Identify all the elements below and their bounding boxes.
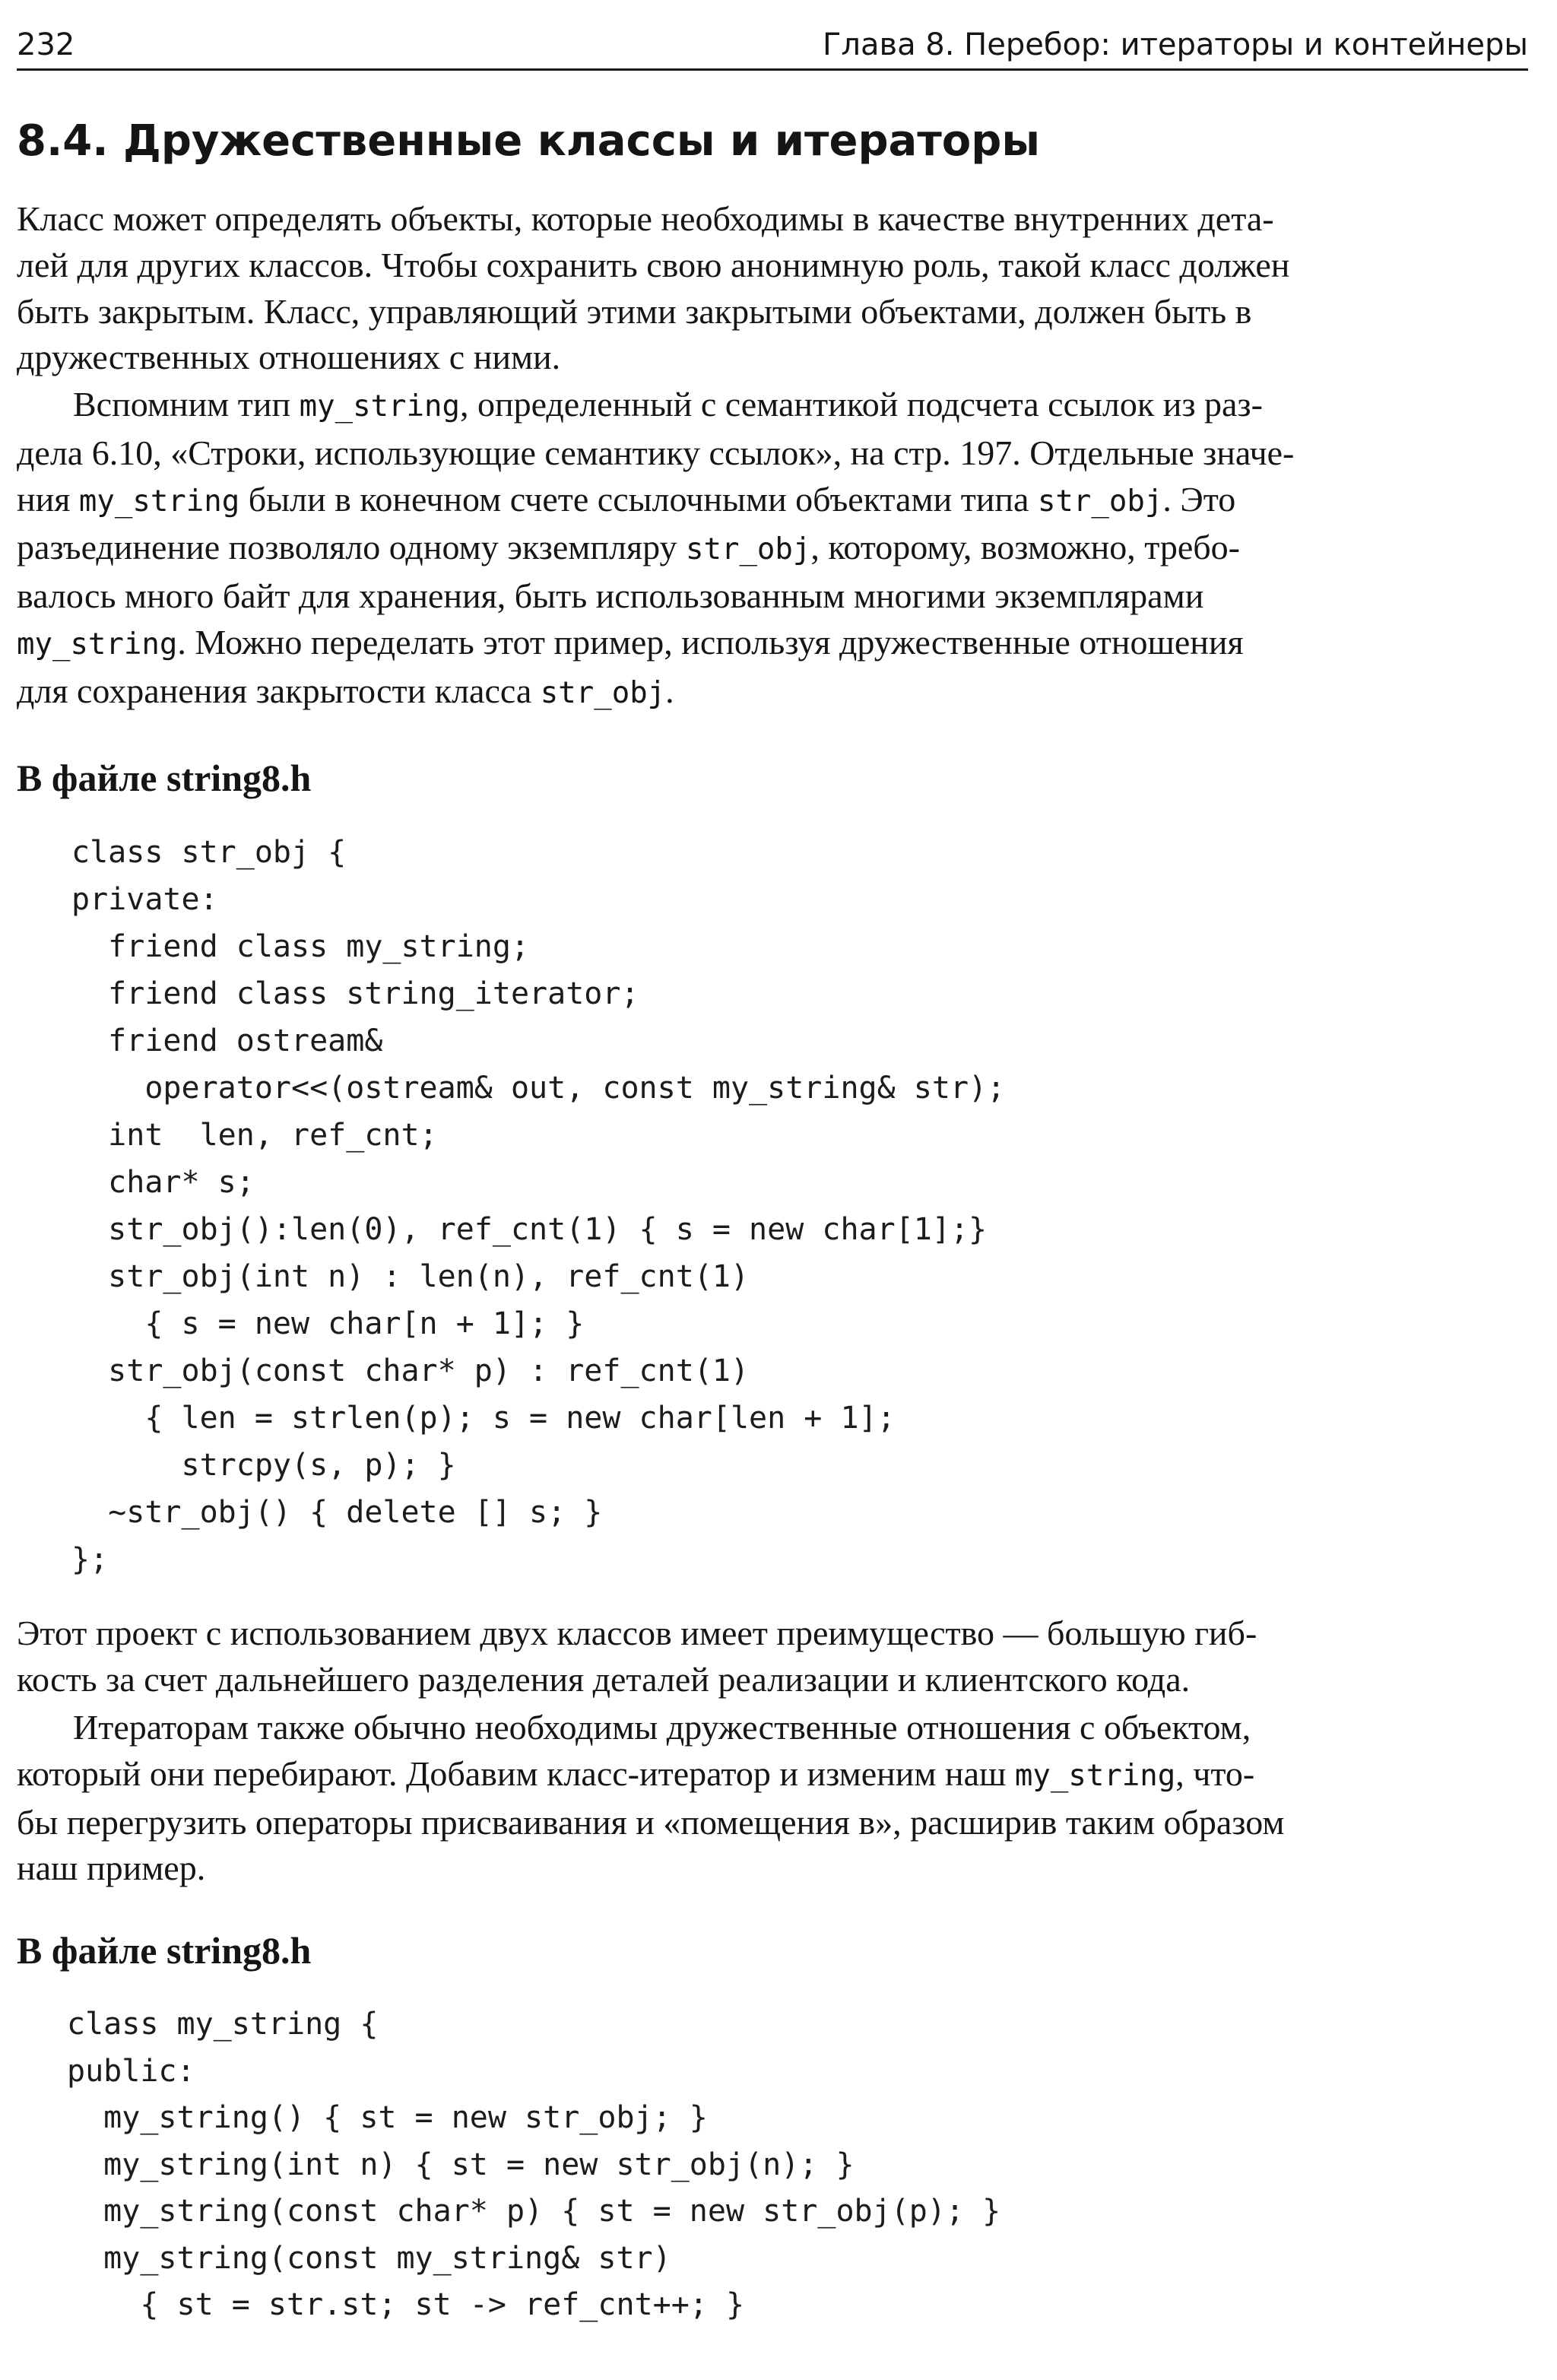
- paragraph-text: были в конечном счете ссылочными объектами типа: [239, 479, 1038, 519]
- code-line: };: [71, 1542, 109, 1577]
- code-line: friend ostream&: [71, 1023, 383, 1058]
- paragraph-text: . Это разъединение позволяло одному экземпляру: [17, 479, 1236, 567]
- paragraph-two-classes: Этот проект с использованием двух классов имеет преимущество — большую гиб- кость за счет дальнейшего разделения деталей реализации и клиентского кода.: [17, 1614, 1257, 1699]
- code-block-my-string: [67, 2001, 1000, 2329]
- paragraph-intro: Класс может определять объекты, которые необходимы в качестве внутренних дета- лей для других классов. Чтобы сохранить свою анонимную роль, такой класс должен быть закрытым. Класс, управляющий этими закрытыми объектами, должен быть в дружественных отношениях с ними.: [17, 199, 1290, 377]
- inline-code: str_obj: [1037, 484, 1163, 519]
- paragraph-my-string: [17, 382, 1536, 717]
- code-line: char* s;: [71, 1165, 255, 1200]
- code-line: operator<<(ostream& out, const my_string& str);: [71, 1071, 1006, 1106]
- chapter-title: Глава 8. Перебор: итераторы и контейнеры: [823, 27, 1528, 62]
- inline-code: str_obj: [540, 675, 666, 710]
- inline-code: str_obj: [686, 532, 811, 567]
- code-line: strcpy(s, p); }: [71, 1448, 456, 1483]
- paragraph-text: Вспомним тип: [73, 385, 300, 424]
- file-heading-string8-h: В файле string8.h: [17, 757, 312, 799]
- code-line: ~str_obj() { delete [] s; }: [71, 1495, 603, 1530]
- page-number: 232: [17, 27, 75, 62]
- running-head: [17, 21, 1528, 71]
- code-line: str_obj():len(0), ref_cnt(1) { s = new char[1];}: [71, 1212, 988, 1247]
- inline-code: my_string: [78, 484, 240, 519]
- code-line: { st = str.st; st -> ref_cnt++; }: [67, 2287, 745, 2322]
- code-line: private:: [71, 882, 218, 917]
- section-title: 8.4. Дружественные классы и итераторы: [17, 116, 1040, 166]
- code-line: friend class string_iterator;: [71, 976, 639, 1011]
- code-line: my_string(const my_string& str): [67, 2240, 671, 2276]
- paragraph-text: , которому, возможно, требо- валось много байт для хранения, быть использованным многими экземплярами: [17, 528, 1240, 616]
- code-line: { len = strlen(p); s = new char[len + 1];: [71, 1401, 896, 1436]
- code-line: str_obj(int n) : len(n), ref_cnt(1): [71, 1259, 750, 1294]
- paragraph-text: .: [665, 671, 674, 710]
- inline-code: my_string: [299, 389, 460, 424]
- code-line: int len, ref_cnt;: [71, 1118, 438, 1153]
- code-line: my_string() { st = new str_obj; }: [67, 2100, 708, 2135]
- code-line: public:: [67, 2053, 195, 2089]
- paragraph-text: Итераторам также обычно необходимы дружественные отношения с объектом, который они перебирают. Добавим класс-итератор и изменим наш: [17, 1708, 1251, 1793]
- inline-code: my_string: [17, 627, 178, 662]
- code-block-str-obj: [71, 829, 1005, 1583]
- inline-code: my_string: [1014, 1758, 1176, 1793]
- paragraph-text: . Можно переделать этот пример, используя дружественные отношения для сохранения закрытости класса: [17, 622, 1244, 710]
- code-line: { s = new char[n + 1]; }: [71, 1306, 585, 1341]
- paragraph-text: , что- бы перегрузить операторы присваивания и «помещения в», расширив таким образом наш пример.: [17, 1753, 1285, 1888]
- code-line: my_string(const char* p) { st = new str_obj(p); }: [67, 2194, 1001, 2229]
- paragraph-text: , определенный с семантикой подсчета ссылок из раз- дела 6.10, «Строки, использующие семантику ссылок», на стр. 197. Отдельные значе- ния: [17, 385, 1295, 519]
- code-line: my_string(int n) { st = new str_obj(n); }: [67, 2147, 855, 2182]
- paragraph-iterators: [17, 1705, 1536, 1892]
- file-heading-string8-h: В файле string8.h: [17, 1929, 312, 1972]
- code-line: class my_string {: [67, 2007, 379, 2042]
- code-line: str_obj(const char* p) : ref_cnt(1): [71, 1353, 750, 1388]
- code-line: class str_obj {: [71, 835, 347, 870]
- code-line: friend class my_string;: [71, 929, 530, 964]
